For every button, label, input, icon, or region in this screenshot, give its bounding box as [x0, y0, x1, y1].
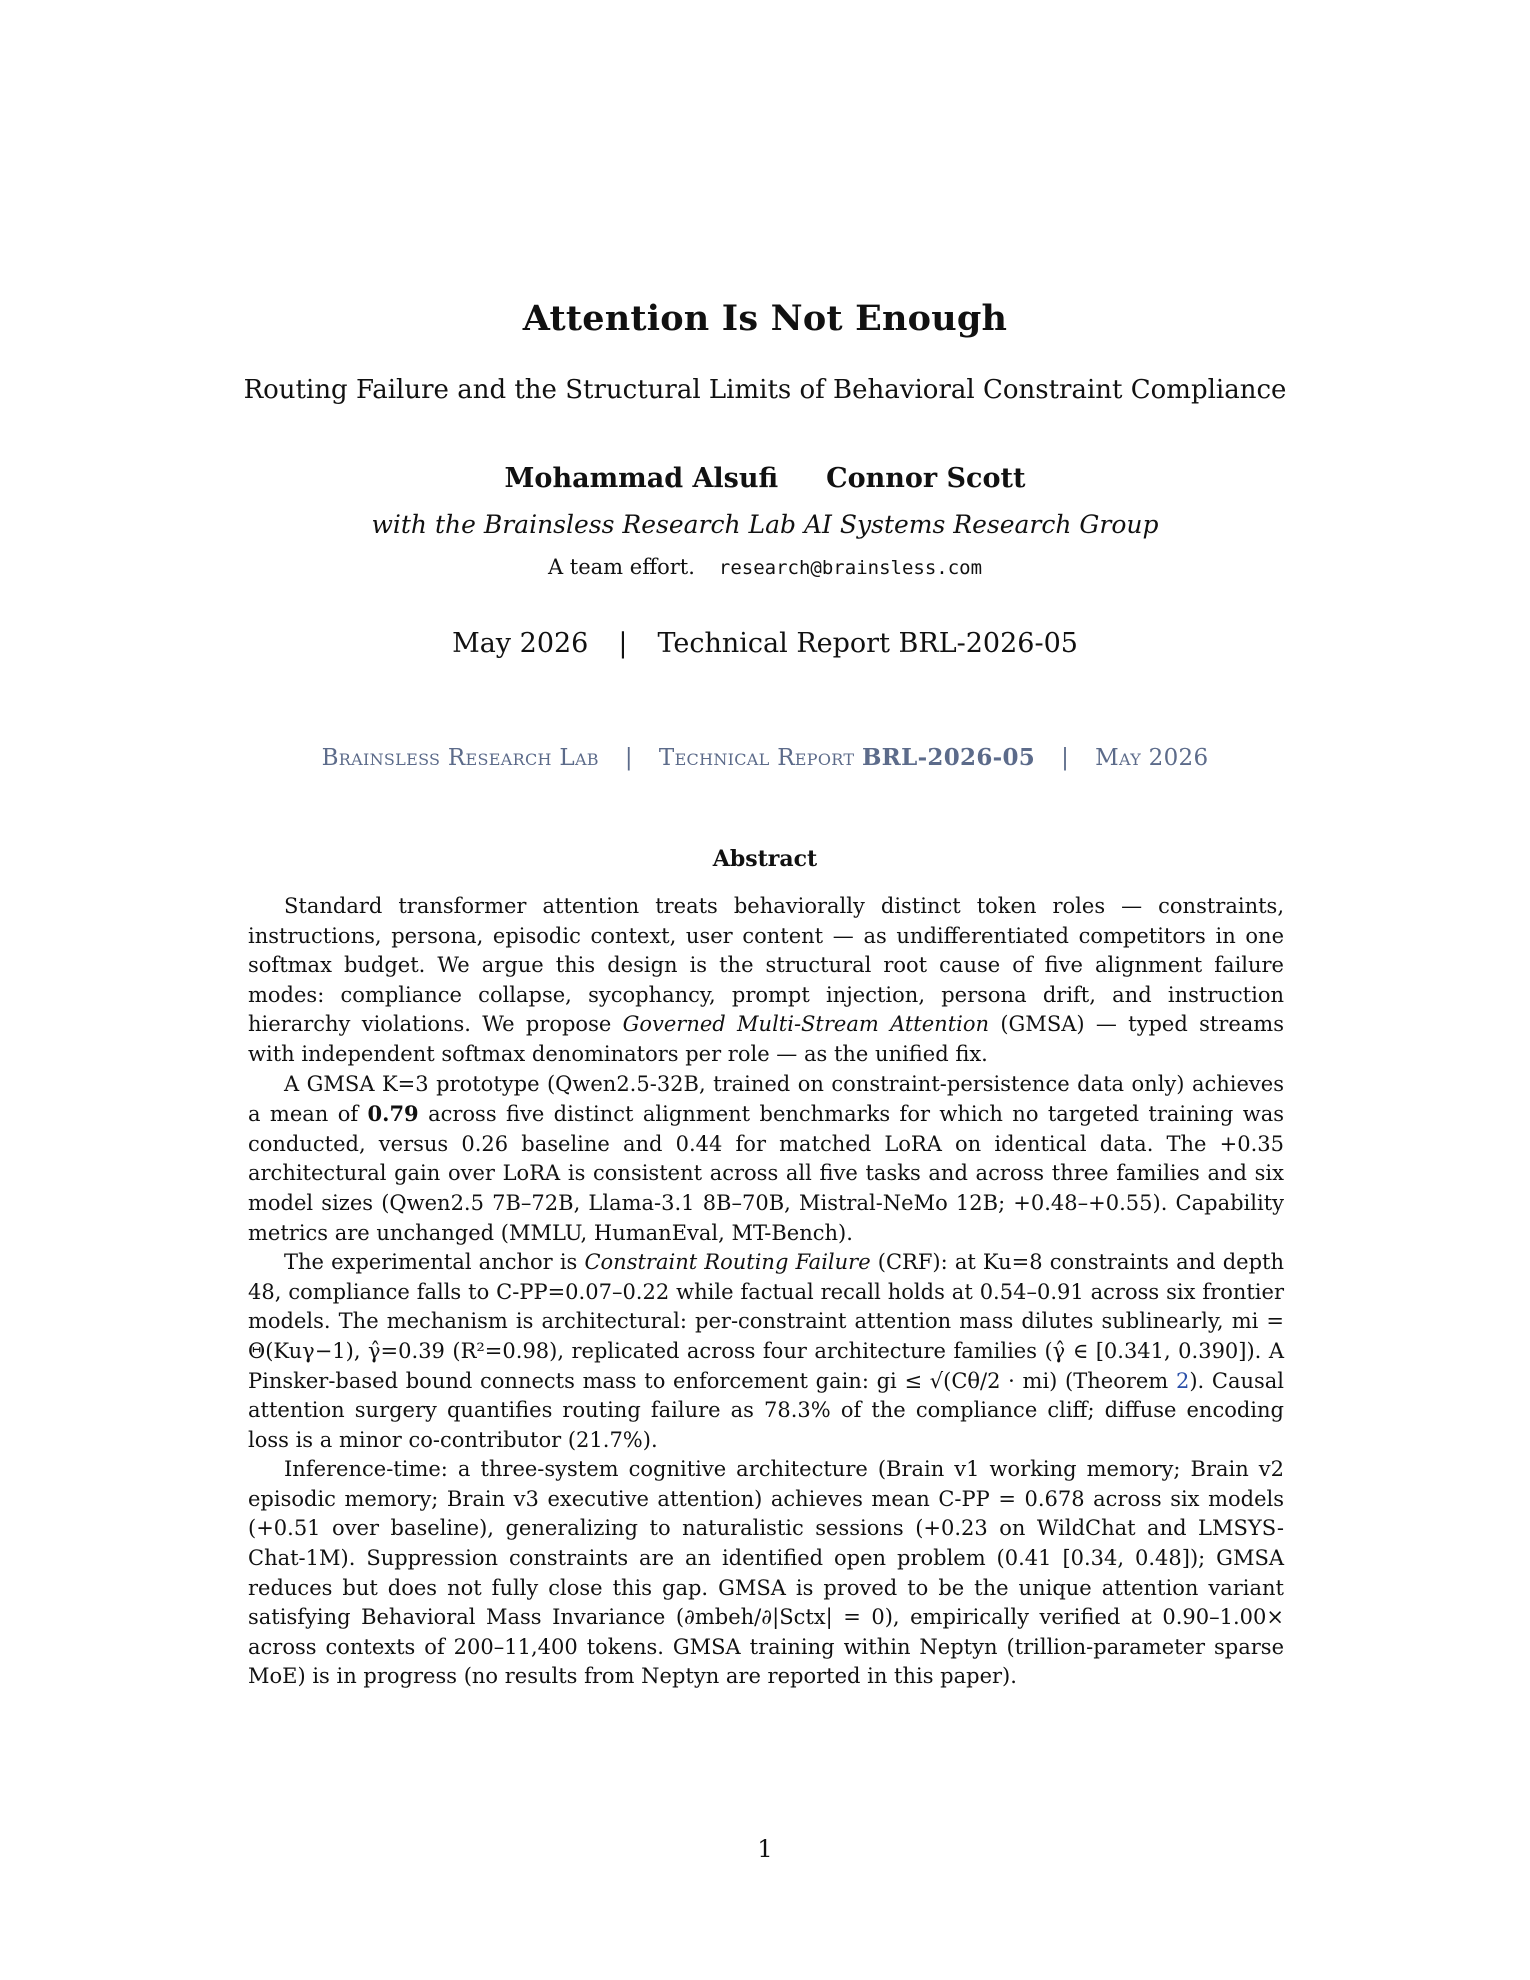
key-result: 0.79 — [367, 1101, 419, 1127]
abstract-paragraph: Standard transformer attention treats behaviorally distinct token roles — constraints, instructions, persona, episodic context, user content — as undifferentiated competitors in one softmax budget. We argue this design is the structural root cause of five alignment failure modes: compliance collapse, sycophancy, prompt injection, persona drift, and instruction hierarchy violations. We propose Governed Multi-Stream Attention (GMSA) — typed streams with independent softmax denominators per role — as the unified fix. — [248, 894, 1284, 1066]
term-crf: Constraint Routing Failure — [584, 1250, 871, 1275]
abstract-paragraph: Inference-time: a three-system cognitive architecture (Brain v1 working memory; Brain v2 episodic memory; Brain v3 executive attention) achieves mean C-PP = 0.678 across six models (+0.51 over baseline), generalizing to naturalistic sessions (+0.23 on WildChat and LMSYS-Chat-1M). Suppression constraints are an identified open problem (0.41 [0.34, 0.48]); GMSA reduces but does not fully close this gap. GMSA is proved to be the unique attention variant satisfying Behavioral Mass Invariance (∂mbeh/∂|Sctx| = 0), empirically verified at 0.90–1.00× across contexts of 200–11,400 tokens. GMSA training within Neptyn (trillion-parameter sparse MoE) is in progress (no results from Neptyn are reported in this paper). — [248, 1457, 1284, 1689]
affiliation: with the Brainsless Research Lab AI Systems Research Group — [371, 510, 1159, 539]
paper-title: Attention Is Not Enough — [522, 298, 1008, 339]
report-number: Technical Report BRL-2026-05 — [657, 628, 1078, 659]
divider: | — [1061, 745, 1070, 771]
team-note-line — [0, 555, 1530, 579]
abstract-paragraph: A GMSA K=3 prototype (Qwen2.5-32B, trained on constraint-persistence data only) achieves a mean of 0.79 across five distinct alignment benchmarks for which no targeted training was conducted, versus 0.26 baseline and 0.44 for matched LoRA on identical data. The +0.35 architectural gain over LoRA is consistent across all five tasks and across three families and six model sizes (Qwen2.5 7B–72B, Llama-3.1 8B–70B, Mistral-NeMo 12B; +0.48–+0.55). Capability metrics are unchanged (MMLU, HumanEval, MT-Bench). — [248, 1071, 1285, 1245]
contact-email[interactable]: research@brainsless.com — [718, 557, 983, 579]
lab-banner — [0, 744, 1530, 771]
author-name: Mohammad Alsufi — [504, 463, 779, 494]
abstract-body — [248, 892, 1284, 1692]
paper-subtitle: Routing Failure and the Structural Limits of Behavioral Constraint Compliance — [243, 375, 1287, 405]
banner-lab: Brainsless Research Lab — [321, 745, 599, 771]
author-name: Connor Scott — [826, 463, 1026, 494]
banner-report-label: Technical Report — [658, 745, 855, 771]
theorem-reference-link[interactable]: 2 — [1175, 1368, 1190, 1393]
abstract-paragraph: The experimental anchor is Constraint Routing Failure (CRF): at Ku=8 constraints and depth 48, compliance falls to C-PP=0.07–0.22 while factual recall holds at 0.54–0.91 across six frontier models. The mechanism is architectural: per-constraint attention mass dilutes sublinearly, mi = Θ(Kuγ−1), γ̂=0.39 (R²=0.98), replicated across four architecture families (γ̂ ∈ [0.341, 0.390]). A Pinsker-based bound connects mass to enforcement gain: gi ≤ √(Cθ/2 · mi) (Theorem 2). Causal attention surgery quantifies routing failure as 78.3% of the compliance cliff; diffuse encoding loss is a minor co-contributor (21.7%). — [248, 1250, 1285, 1452]
page-number: 1 — [757, 1835, 773, 1863]
author-list — [0, 463, 1530, 494]
banner-report-id: BRL-2026-05 — [861, 744, 1036, 771]
abstract-heading: Abstract — [712, 846, 818, 872]
date-report-line — [0, 628, 1530, 659]
divider: | — [618, 628, 628, 659]
divider: | — [624, 745, 633, 771]
team-note: A team effort. — [547, 555, 695, 579]
publication-date: May 2026 — [452, 628, 589, 659]
banner-date: May 2026 — [1095, 745, 1209, 771]
term-gmsa: Governed Multi-Stream Attention — [622, 1012, 990, 1037]
